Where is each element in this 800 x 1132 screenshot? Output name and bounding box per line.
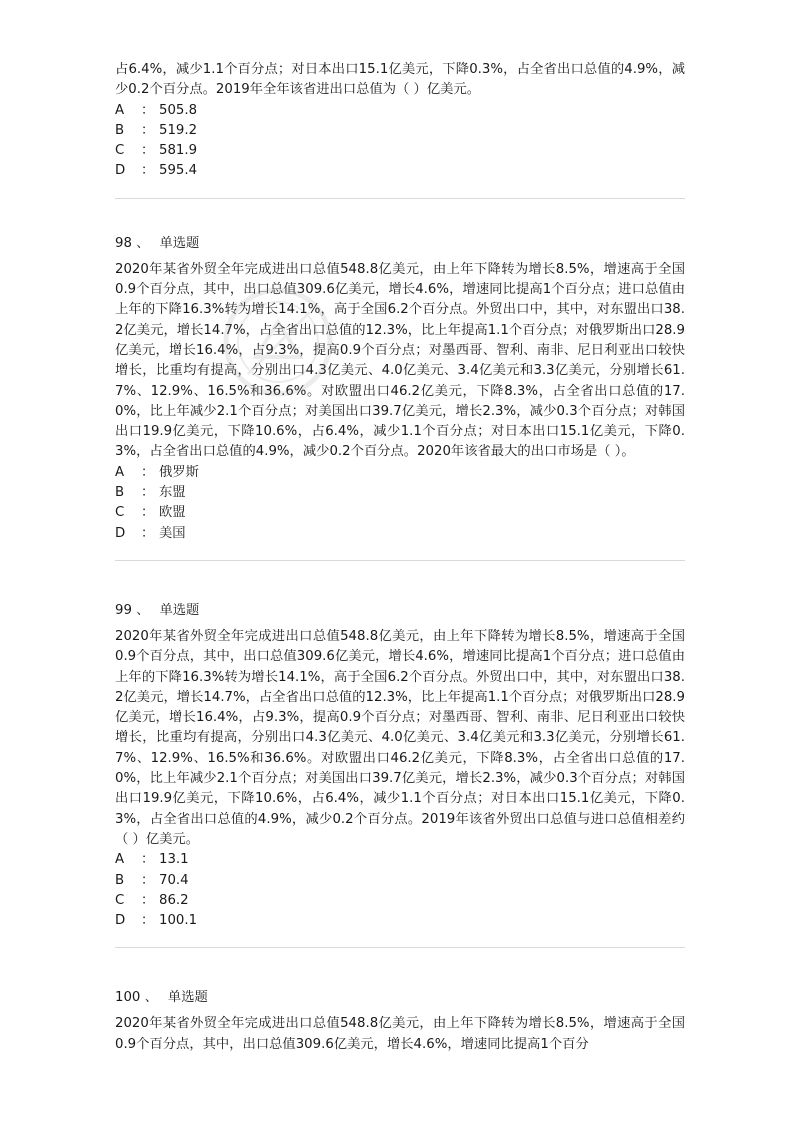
option-letter: A xyxy=(115,852,125,868)
option-value: 100.1 xyxy=(159,913,198,929)
question-divider xyxy=(115,947,685,948)
question-98 xyxy=(115,234,685,561)
option-separator: ： xyxy=(141,872,155,888)
option-d[interactable] xyxy=(115,911,685,931)
option-letter: A xyxy=(115,464,125,480)
option-c[interactable] xyxy=(115,891,685,911)
question-type: 单选题 xyxy=(167,990,208,1006)
option-letter: C xyxy=(115,892,125,908)
option-a[interactable] xyxy=(115,101,685,121)
answer-options xyxy=(115,850,685,931)
option-letter: D xyxy=(115,913,126,929)
option-letter: A xyxy=(115,102,125,118)
option-letter: C xyxy=(115,143,125,159)
question-text: 2020年某省外贸全年完成进出口总值548.8亿美元，由上年下降转为增长8.5%，增速高于全国0.9个百分点，其中，出口总值309.6亿美元，增长4.6%，增速同比提高1个百分 xyxy=(115,1016,685,1052)
option-value: 86.2 xyxy=(159,892,189,908)
option-value: 美国 xyxy=(159,525,186,541)
option-separator: ： xyxy=(141,852,155,868)
question-divider xyxy=(115,560,685,561)
option-letter: D xyxy=(115,525,126,541)
question-divider xyxy=(115,198,685,199)
option-separator: ： xyxy=(141,122,155,138)
question-number: 98 、 xyxy=(115,235,150,251)
question-text: 2020年某省外贸全年完成进出口总值548.8亿美元，由上年下降转为增长8.5%，增速高于全国0.9个百分点，其中，出口总值309.6亿美元，增长4.6%，增速同比提高1个百分点；进口总值由上年的下降16.3%转为增长14.1%，高于全国6.2个百分点。外贸出口中，其中，对东盟出口38.2亿美元，增长14.7%，占全省出口总值的12.3%，比上年提高1.1个百分点；对俄罗斯出口28.9亿美元，增长16.4%，占9.3%，提高0.9个百分点；对墨西哥、智利、南非、尼日利亚出口较快增长，比重均有提高，分别出口4.3亿美元、4.0亿美元、3.4亿美元和3.3亿美元，分别增长61.7%、12.9%、16.5%和36.6%。对欧盟出口46.2亿美元，下降8.3%，占全省出口总值的17.0%，比上年减少2.1个百分点；对美国出口39.7亿美元，增长2.3%，减少0.3个百分点；对韩国出口19.9亿美元，下降10.6%，占6.4%，减少1.1个百分点；对日本出口15.1亿美元，下降0.3%，占全省出口总值的4.9%，减少0.2个百分点。2020年该省最大的出口市场是（ ）。 xyxy=(115,261,685,460)
option-value: 505.8 xyxy=(159,102,198,118)
option-separator: ： xyxy=(141,102,155,118)
document-page xyxy=(115,60,685,1055)
option-value: 519.2 xyxy=(159,122,198,138)
option-value: 595.4 xyxy=(159,163,198,179)
question-99 xyxy=(115,601,685,948)
question-header xyxy=(115,988,685,1008)
option-value: 俄罗斯 xyxy=(159,464,199,480)
option-letter: B xyxy=(115,485,125,501)
question-text: 占6.4%，减少1.1个百分点；对日本出口15.1亿美元，下降0.3%，占全省出口总值的4.9%，减少0.2个百分点。2019年全年该省进出口总值为（ ）亿美元。 xyxy=(115,62,685,98)
option-separator: ： xyxy=(141,892,155,908)
option-d[interactable] xyxy=(115,161,685,181)
option-b[interactable] xyxy=(115,121,685,141)
option-letter: C xyxy=(115,505,125,521)
option-c[interactable] xyxy=(115,141,685,161)
answer-options xyxy=(115,101,685,182)
option-value: 欧盟 xyxy=(159,505,186,521)
question-97-tail xyxy=(115,60,685,199)
option-b[interactable] xyxy=(115,871,685,891)
option-letter: B xyxy=(115,872,125,888)
question-text: 2020年某省外贸全年完成进出口总值548.8亿美元，由上年下降转为增长8.5%，增速高于全国0.9个百分点，其中，出口总值309.6亿美元，增长4.6%，增速同比提高1个百分点；进口总值由上年的下降16.3%转为增长14.1%，高于全国6.2个百分点。外贸出口中，其中，对东盟出口38.2亿美元，增长14.7%，占全省出口总值的12.3%，比上年提高1.1个百分点；对俄罗斯出口28.9亿美元，增长16.4%，占9.3%，提高0.9个百分点；对墨西哥、智利、南非、尼日利亚出口较快增长，比重均有提高，分别出口4.3亿美元、4.0亿美元、3.4亿美元和3.3亿美元，分别增长61.7%、12.9%、16.5%和36.6%。对欧盟出口46.2亿美元，下降8.3%，占全省出口总值的17.0%，比上年减少2.1个百分点；对美国出口39.7亿美元，增长2.3%，减少0.3个百分点；对韩国出口19.9亿美元，下降10.6%，占6.4%，减少1.1个百分点；对日本出口15.1亿美元，下降0.3%，占全省出口总值的4.9%，减少0.2个百分点。2019年该省外贸出口总值与进口总值相差约（ ）亿美元。 xyxy=(115,628,685,847)
question-header xyxy=(115,234,685,254)
question-header xyxy=(115,601,685,621)
option-separator: ： xyxy=(141,913,155,929)
option-value: 13.1 xyxy=(159,852,189,868)
option-letter: B xyxy=(115,122,125,138)
option-value: 70.4 xyxy=(159,872,189,888)
question-number: 99 、 xyxy=(115,602,150,618)
answer-options xyxy=(115,463,685,544)
option-separator: ： xyxy=(141,505,155,521)
question-number: 100 、 xyxy=(115,990,158,1006)
option-a[interactable] xyxy=(115,463,685,483)
option-value: 东盟 xyxy=(159,485,186,501)
option-separator: ： xyxy=(141,464,155,480)
question-100 xyxy=(115,988,685,1055)
option-a[interactable] xyxy=(115,850,685,870)
question-type: 单选题 xyxy=(159,602,200,618)
option-separator: ： xyxy=(141,485,155,501)
option-b[interactable] xyxy=(115,483,685,503)
question-type: 单选题 xyxy=(159,235,200,251)
option-separator: ： xyxy=(141,525,155,541)
option-separator: ： xyxy=(141,143,155,159)
option-value: 581.9 xyxy=(159,143,198,159)
option-c[interactable] xyxy=(115,503,685,523)
option-letter: D xyxy=(115,163,126,179)
option-d[interactable] xyxy=(115,524,685,544)
option-separator: ： xyxy=(141,163,155,179)
